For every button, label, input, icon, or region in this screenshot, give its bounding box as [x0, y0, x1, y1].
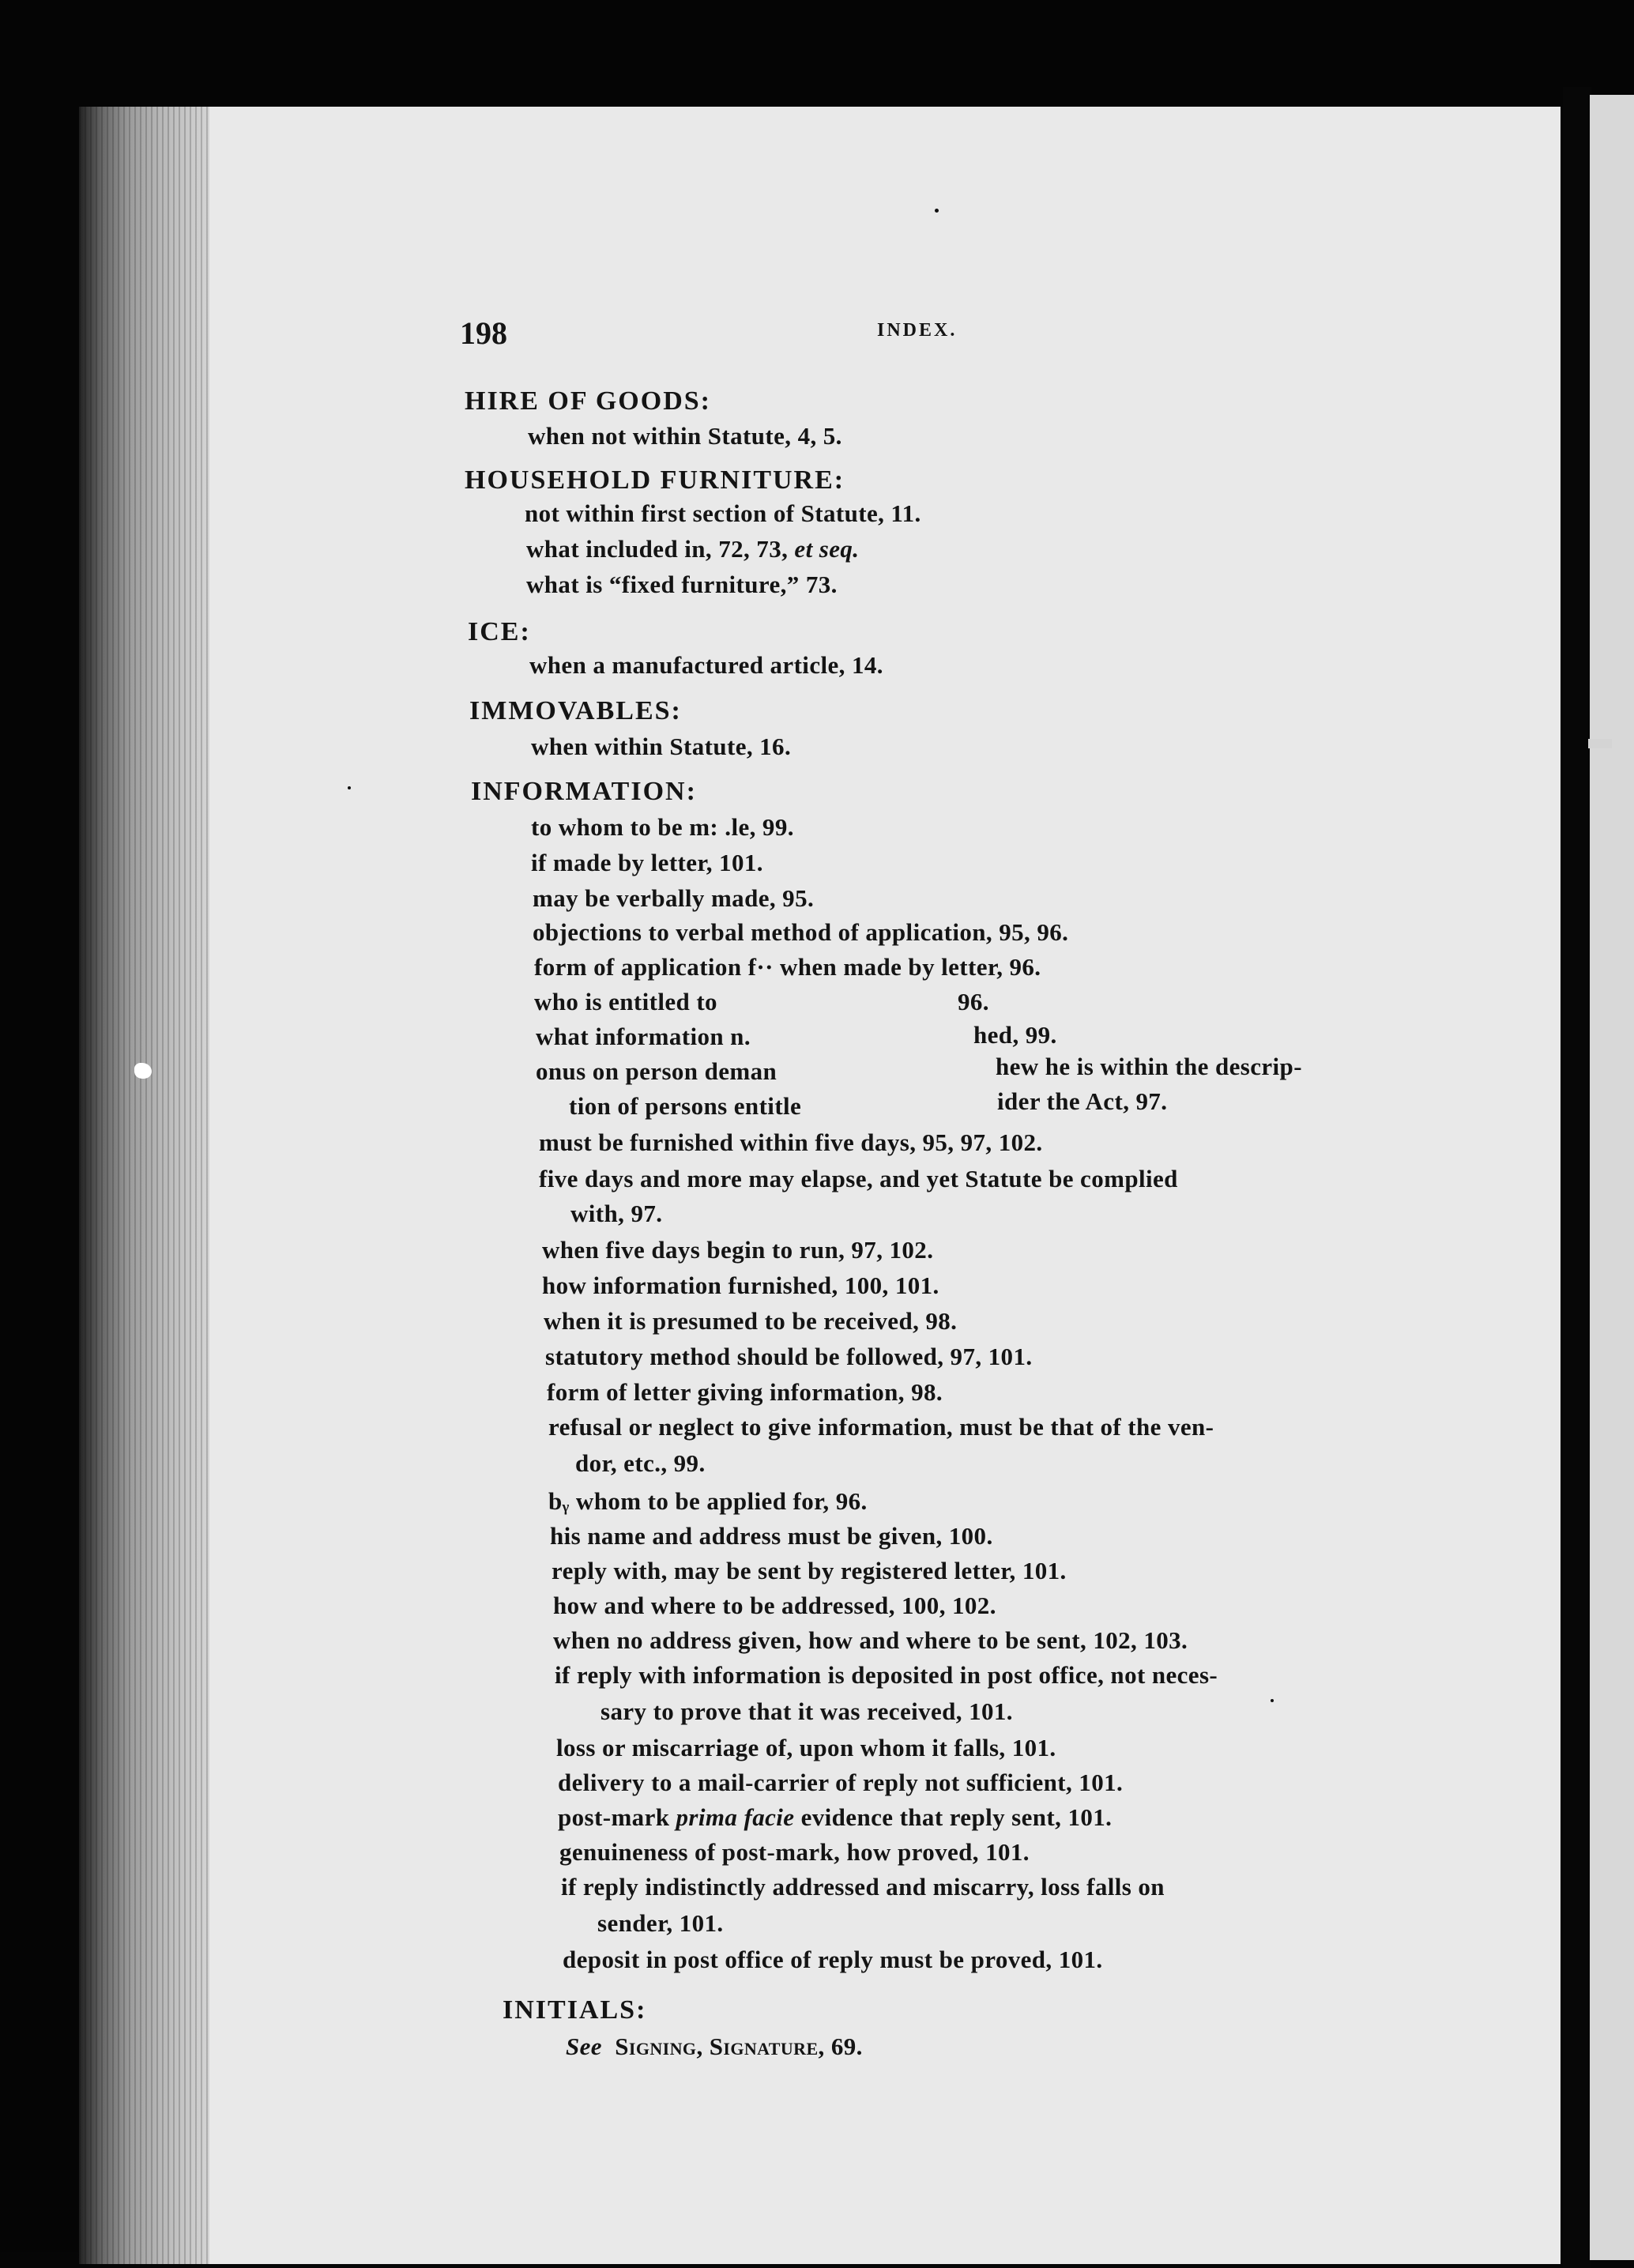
entry-line: if made by letter, 101.: [531, 849, 763, 876]
entry-heading: INFORMATION:: [471, 777, 697, 806]
entry-line: when it is presumed to be received, 98.: [544, 1307, 958, 1335]
entry-line: how and where to be addressed, 100, 102.: [553, 1592, 996, 1619]
entry-heading: ICE:: [468, 617, 531, 646]
entry-line: to whom to be m: .le, 99.: [531, 813, 794, 841]
entry-line: loss or miscarriage of, upon whom it falls, 101.: [556, 1734, 1056, 1761]
entry-line: delivery to a mail-carrier of reply not sufficient, 101.: [558, 1769, 1124, 1796]
entry-line: five days and more may elapse, and yet Statute be complied: [539, 1165, 1178, 1192]
entry-line: bᵧ whom to be applied for, 96.: [548, 1487, 868, 1515]
entry-line: what included in, 72, 73, et seq.: [526, 535, 860, 563]
entry-line: when not within Statute, 4, 5.: [528, 422, 842, 450]
page-number: 198: [460, 315, 507, 351]
entry-line: what information n.: [536, 1023, 751, 1050]
entry-line: ider the Act, 97.: [997, 1087, 1168, 1115]
entry-line: who is entitled to: [534, 988, 717, 1015]
entry-line: may be verbally made, 95.: [533, 884, 815, 912]
entry-line: when within Statute, 16.: [531, 733, 792, 760]
entry-line: sary to prove that it was received, 101.: [601, 1697, 1013, 1725]
entry-line: genuineness of post-mark, how proved, 101.: [559, 1838, 1030, 1866]
entry-line: his name and address must be given, 100.: [550, 1522, 993, 1550]
entry-line: if reply with information is deposited in post office, not neces-: [555, 1661, 1218, 1689]
entry-line: onus on person deman: [536, 1057, 777, 1085]
entry-line: form of letter giving information, 98.: [547, 1378, 943, 1406]
entry-line: statutory method should be followed, 97, 101.: [545, 1343, 1033, 1370]
running-head: INDEX.: [877, 320, 958, 341]
entry-heading: IMMOVABLES:: [469, 696, 682, 725]
entry-line: if reply indistinctly addressed and miscarry, loss falls on: [561, 1873, 1165, 1901]
entry-line: post-mark prima facie evidence that reply sent, 101.: [558, 1803, 1113, 1831]
entry-line: 96.: [958, 988, 989, 1015]
entry-line: sender, 101.: [597, 1909, 724, 1937]
entry-line: how information furnished, 100, 101.: [542, 1272, 939, 1299]
entry-heading: INITIALS:: [503, 1995, 647, 2025]
entry-heading: HIRE OF GOODS:: [465, 386, 711, 416]
entry-line: what is “fixed furniture,” 73.: [526, 571, 838, 598]
entry-line: when no address given, how and where to be sent, 102, 103.: [553, 1626, 1188, 1654]
entry-line: reply with, may be sent by registered letter, 101.: [552, 1557, 1067, 1584]
entry-line: refusal or neglect to give information, must be that of the ven-: [548, 1413, 1214, 1441]
entry-line: form of application f·· when made by letter, 96.: [534, 953, 1041, 981]
entry-line: deposit in post office of reply must be proved, 101.: [563, 1946, 1103, 1973]
entry-line: hed, 99.: [973, 1021, 1057, 1049]
entry-line: when five days begin to run, 97, 102.: [542, 1236, 934, 1264]
entry-line: hew he is within the descrip-: [996, 1053, 1302, 1080]
entry-line: must be furnished within five days, 95, 97, 102.: [539, 1128, 1043, 1156]
entry-line: objections to verbal method of application, 95, 96.: [533, 918, 1069, 946]
entry-line: See Signing, Signature, 69.: [566, 2033, 863, 2060]
entry-line: dor, etc., 99.: [575, 1449, 706, 1477]
entry-line: with, 97.: [570, 1200, 663, 1227]
entry-heading: HOUSEHOLD FURNITURE:: [465, 465, 845, 495]
entry-line: when a manufactured article, 14.: [529, 651, 883, 679]
entry-line: not within first section of Statute, 11.: [525, 499, 921, 527]
entry-line: tion of persons entitle: [569, 1092, 802, 1120]
